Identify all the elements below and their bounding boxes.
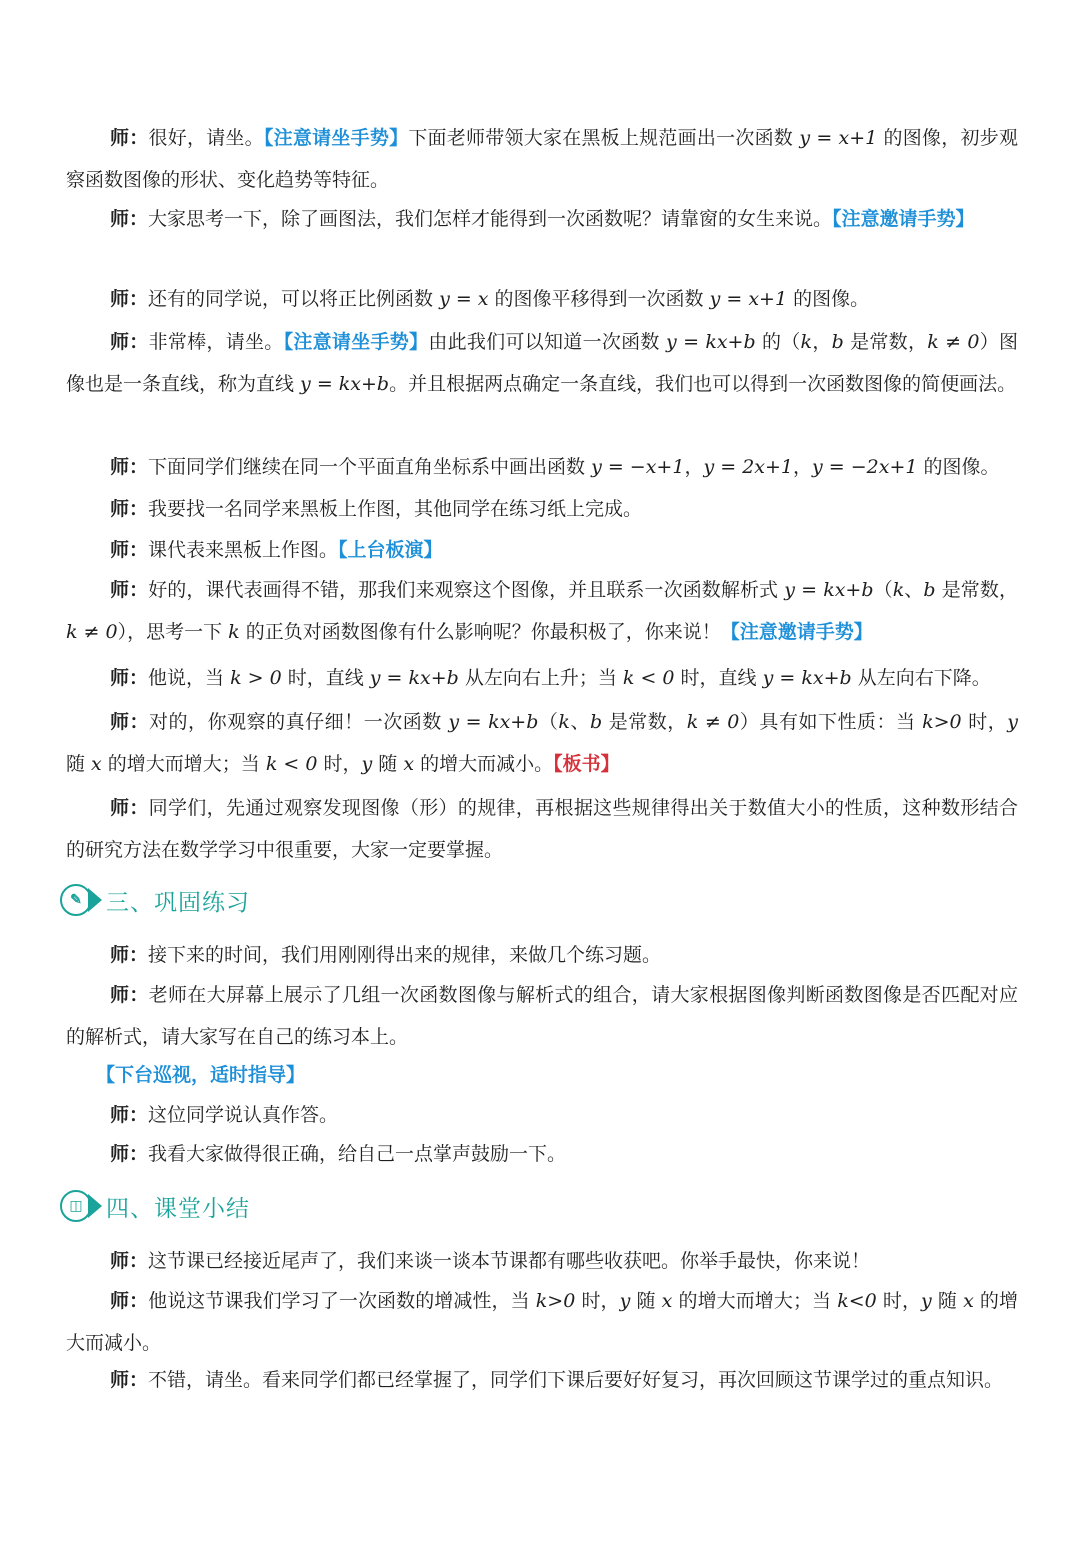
math-expression: y = kx+b: [369, 667, 459, 689]
text: 的增大而增大；当: [672, 1290, 838, 1312]
math-expression: y = −2x+1: [812, 456, 918, 478]
text: 随: [372, 752, 404, 775]
text: 时，: [876, 1290, 922, 1312]
text: ，: [684, 456, 704, 478]
paragraph-9: [66, 658, 1018, 700]
text: 下面同学们继续在同一个平面直角坐标系中画出函数: [148, 456, 592, 478]
speaker-label: 师：: [110, 208, 149, 230]
text: 随: [931, 1290, 964, 1312]
speaker-label: 师：: [110, 288, 149, 310]
math-expression: k>0: [922, 711, 962, 733]
paragraph-18: [66, 1281, 1018, 1364]
text: 、: [569, 711, 590, 733]
teaching-note: 【注意请坐手势】: [263, 127, 409, 149]
paragraph-16: [66, 1134, 1018, 1176]
teaching-note-line: 【下台巡视，适时指导】: [96, 1064, 306, 1086]
math-expression: y = x: [439, 288, 489, 310]
section-heading-3: [58, 880, 250, 920]
section-title: 四、课堂小结: [106, 1195, 250, 1222]
speaker-label: 师：: [110, 539, 149, 561]
speaker-label: 师：: [110, 331, 149, 353]
paragraph-8: [66, 570, 1018, 653]
text: 还有的同学说，可以将正比例函数: [148, 288, 440, 310]
text: 下面老师带领大家在黑板上规范画出一次函数: [408, 127, 800, 149]
math-expression: y: [361, 752, 373, 775]
text: 大家思考一下，除了画图法，我们怎样才能得到一次函数呢？请靠窗的女生来说。: [148, 208, 833, 230]
math-expression: x: [91, 752, 102, 775]
text: 时，直线: [674, 667, 763, 689]
math-expression: y = x+1: [799, 127, 878, 149]
math-expression: x: [403, 752, 415, 775]
text: 随: [630, 1290, 662, 1312]
text: 的（: [755, 331, 801, 353]
math-expression: y = kx+b: [666, 331, 756, 353]
text: 时，: [575, 1290, 620, 1312]
text: 他说，当: [148, 667, 231, 689]
math-expression: k < 0: [622, 667, 675, 689]
math-expression: k ≠ 0: [927, 331, 980, 353]
math-expression: b: [831, 331, 844, 353]
math-expression: y: [921, 1290, 932, 1312]
math-expression: y = kx+b: [784, 579, 874, 601]
text: 随: [66, 752, 92, 775]
math-expression: y = −x+1: [591, 456, 685, 478]
text: 时，直线: [281, 667, 370, 689]
text: 课代表来黑板上作图。: [148, 539, 339, 561]
pencil-icon: ✎: [60, 884, 92, 916]
speaker-label: 师：: [110, 127, 149, 149]
paragraph-13: [66, 975, 1018, 1058]
text: 好的，课代表画得不错，那我们来观察这个图像，并且联系一次函数解析式: [148, 579, 785, 601]
text: 的图像，初步观察函数图像的形状、变化趋势等特征。: [66, 127, 1018, 191]
speaker-label: 师：: [110, 1369, 149, 1391]
paragraph-2: [66, 199, 1018, 241]
math-expression: x: [661, 1290, 673, 1312]
arrow-icon: [88, 1194, 102, 1218]
math-expression: k: [558, 711, 570, 733]
math-expression: k ≠ 0: [66, 620, 118, 643]
speaker-label: 师：: [110, 711, 150, 733]
speaker-label: 师：: [110, 1143, 149, 1165]
text: 、: [904, 579, 924, 601]
text: 的图像平移得到一次函数: [488, 288, 710, 310]
speaker-label: 师：: [110, 944, 149, 966]
paragraph-10: [66, 702, 1018, 785]
paragraph-4: [66, 322, 1018, 405]
text: 这位同学说认真作答。: [148, 1104, 339, 1126]
math-expression: k<0: [837, 1290, 877, 1312]
text: 是常数，: [602, 711, 687, 733]
speaker-label: 师：: [110, 1104, 149, 1126]
paragraph-17: [66, 1241, 1018, 1283]
math-expression: y = kx+b: [300, 372, 390, 395]
teaching-note: 【注意邀请手势】: [720, 620, 873, 643]
text: ，: [812, 331, 832, 353]
text: 老师在大屏幕上展示了几组一次函数图像与解析式的组合，请大家根据图像判断函数图像是否匹配对应的解析式，请大家写在自己的练习本上。: [66, 984, 1018, 1048]
paragraph-11: [66, 788, 1018, 871]
text: 的正负对函数图像有什么影响呢？你最积极了，你来说！: [239, 620, 721, 643]
text: 的图像。: [917, 456, 1000, 478]
math-expression: b: [923, 579, 936, 601]
text: 对的，你观察的真仔细！一次函数: [149, 711, 449, 733]
speaker-label: 师：: [110, 456, 149, 478]
math-expression: k>0: [535, 1290, 576, 1312]
math-expression: x: [963, 1290, 974, 1312]
text: 我看大家做得很正确，给自己一点掌声鼓励一下。: [148, 1143, 567, 1165]
speaker-label: 师：: [110, 667, 149, 689]
section-heading-4: [58, 1186, 250, 1226]
math-expression: y = x+1: [709, 288, 788, 310]
text: ）具有如下性质：当: [739, 711, 923, 733]
text: 我要找一名同学来黑板上作图，其他同学在练习纸上完成。: [148, 498, 643, 520]
teaching-note: 【上台板演】: [338, 539, 443, 561]
math-expression: y = 2x+1: [703, 456, 794, 478]
section-title: 三、巩固练习: [106, 889, 250, 916]
math-expression: k > 0: [230, 667, 282, 689]
text: 从左向右上升；当: [458, 667, 623, 689]
text: 由此我们可以知道一次函数: [428, 331, 667, 353]
speaker-label: 师：: [110, 579, 149, 601]
text: 同学们，先通过观察发现图像（形）的规律，再根据这些规律得出关于数值大小的性质，这种数形结合的研究方法在数学学习中很重要，大家一定要掌握。: [66, 797, 1018, 861]
section-badge: [58, 1189, 106, 1223]
text: ），思考一下: [117, 620, 229, 643]
paragraph-15: [66, 1095, 1018, 1137]
text: 是常数，: [843, 331, 928, 353]
speaker-label: 师：: [110, 1250, 149, 1272]
math-expression: k ≠ 0: [686, 711, 740, 733]
math-expression: y = kx+b: [762, 667, 852, 689]
text: 时，: [961, 711, 1008, 733]
math-expression: y: [1007, 711, 1018, 733]
text: （: [873, 579, 893, 601]
math-expression: y = kx+b: [448, 711, 539, 733]
speaker-label: 师：: [110, 498, 149, 520]
text: ）图像也是一条直线，称为直线: [66, 331, 1018, 395]
math-expression: k < 0: [265, 752, 318, 775]
text: 的增大而增大；当: [101, 752, 266, 775]
section-badge: [58, 883, 106, 917]
text: 的图像。: [787, 288, 870, 310]
paragraph-3: [66, 279, 1018, 321]
math-expression: y: [619, 1290, 631, 1312]
teaching-note: 【注意请坐手势】: [283, 331, 429, 353]
math-expression: k: [800, 331, 813, 353]
text: 他说这节课我们学习了一次函数的增减性，当: [148, 1290, 536, 1312]
paragraph-12: [66, 935, 1018, 977]
text: 从左向右下降。: [851, 667, 991, 689]
paragraph-19: [66, 1360, 1018, 1402]
text: （: [538, 711, 559, 733]
speaker-label: 师：: [110, 797, 149, 819]
text: 很好，请坐。: [148, 127, 264, 149]
text: 不错，请坐。看来同学们都已经掌握了，同学们下课后要好好复习，再次回顾这节课学过的重点知识。: [148, 1369, 1004, 1391]
text: ，: [793, 456, 813, 478]
speaker-label: 师：: [110, 984, 149, 1006]
text: 是常数，: [935, 579, 1018, 601]
paragraph-7: [66, 530, 1018, 572]
text: 时，: [317, 752, 362, 775]
teaching-note: 【注意邀请手势】: [832, 208, 975, 230]
text: 的增大而减小。: [414, 752, 554, 775]
text: 接下来的时间，我们用刚刚得出来的规律，来做几个练习题。: [148, 944, 662, 966]
math-expression: k: [228, 620, 240, 643]
arrow-icon: [88, 888, 102, 912]
paragraph-1: [66, 118, 1018, 201]
text: 这节课已经接近尾声了，我们来谈一谈本节课都有哪些收获吧。你举手最快，你来说！: [148, 1250, 871, 1272]
paragraph-6: [66, 489, 1018, 531]
text: 非常棒，请坐。: [148, 331, 284, 353]
summary-icon: ◫: [60, 1190, 92, 1222]
math-expression: k: [892, 579, 905, 601]
text: 的增大而减小。: [66, 1290, 1018, 1354]
text: 。并且根据两点确定一条直线，我们也可以得到一次函数图像的简便画法。: [389, 372, 1017, 395]
math-expression: b: [589, 711, 603, 733]
blackboard-note: 【板书】: [553, 752, 620, 775]
paragraph-5: [66, 447, 1018, 489]
speaker-label: 师：: [110, 1290, 149, 1312]
